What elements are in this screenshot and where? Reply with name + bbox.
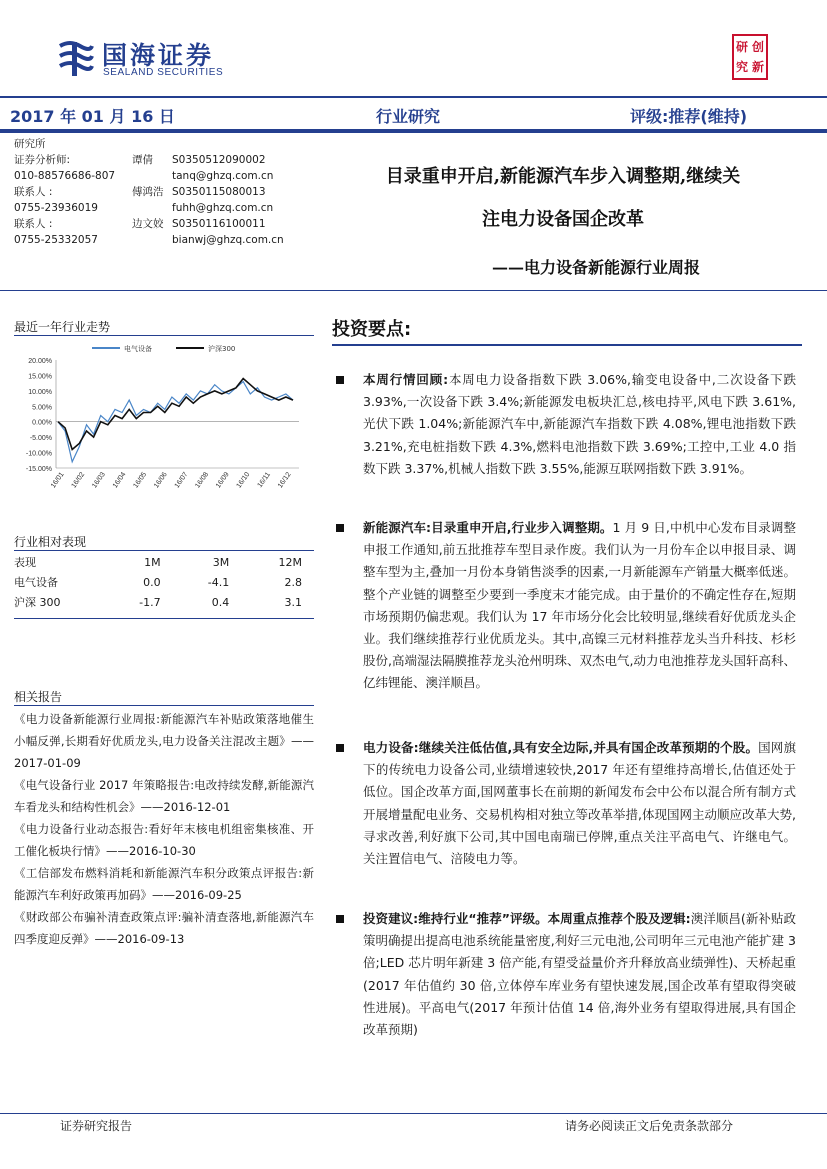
table-row	[14, 572, 314, 592]
bullet-square-icon	[336, 376, 344, 384]
analyst-row	[14, 200, 304, 216]
y-tick-label: -5.00%	[29, 435, 52, 443]
related-report-link[interactable]: 《财政部公布骗补清查政策点评:骗补清查落地,新能源汽车四季度迎反弹》——2016-09-13	[14, 910, 314, 946]
x-tick-label: 16/12	[276, 471, 293, 490]
analyst-c1: 联系人 :	[14, 186, 53, 198]
bullet-power-equipment	[336, 737, 796, 870]
table-cell: 3.1	[284, 595, 302, 609]
table-cell: 0.0	[143, 575, 161, 589]
footer-disclaimer: 请务必阅读正文后免责条款部分	[565, 1119, 734, 1133]
x-tick-label: 16/04	[111, 471, 128, 490]
report-subtitle: ——电力设备新能源行业周报	[491, 258, 700, 277]
bullet-lead: 本周行情回顾:	[363, 372, 449, 387]
sealand-logo-icon	[56, 38, 96, 78]
analyst-row	[14, 184, 304, 200]
analyst-c3: S0350512090002	[172, 154, 266, 166]
seal-char: 创	[751, 40, 764, 54]
analyst-c2: 傅鸿浩	[132, 186, 164, 198]
table-cell: 2.8	[284, 575, 302, 589]
relative-performance-table	[14, 552, 314, 612]
perf-section-rule	[14, 550, 314, 551]
table-header-cell: 12M	[278, 555, 302, 569]
analyst-c1: 联系人 :	[14, 218, 53, 230]
analyst-c3[interactable]: fuhh@ghzq.com.cn	[172, 202, 274, 214]
bullet-body: 1 月 9 日,中机中心发布目录调整申报工作通知,前五批推荐车型目录作废。我们认为一月份车企以申报目录、调整车型为主,叠加一月份本身销售淡季的因素,一月新能源车产销量大概率低迷。整个产业链的调整至少要到一季度末才能完成。由于量价的不确定性存在,短期市场预期仍偏悲观。我们认为 17 年市场分化会比较明显,继续看好优质龙头企业。我们继续推荐行业优质龙头。其中,高镍三元材料推荐龙头当升科技、杉杉股份,高端湿法隔膜推荐龙头沧州明珠、双杰电气,动力电池推荐龙头国轩高科、亿纬锂能、澳洋顺昌。	[363, 520, 796, 691]
related-report-link[interactable]: 《工信部发布燃料消耗和新能源汽车积分政策点评报告:新能源汽车利好政策再加码》——2016-09-25	[14, 866, 314, 902]
y-tick-label: 15.00%	[28, 373, 52, 381]
table-cell: -4.1	[207, 575, 230, 589]
analyst-row	[14, 168, 304, 184]
analyst-c2	[132, 136, 172, 152]
related-section-heading: 相关报告	[14, 690, 63, 704]
report-type: 行业研究	[376, 107, 441, 126]
industry-trend-chart	[14, 336, 314, 506]
perf-table-bottom-rule	[14, 618, 314, 619]
analyst-c1: 0755-25332057	[14, 234, 98, 246]
investment-highlights-heading: 投资要点:	[332, 319, 412, 340]
analyst-c1: 010-88576686-807	[14, 170, 116, 182]
analyst-c3[interactable]: tanq@ghzq.com.cn	[172, 170, 274, 182]
title-line-2: 注电力设备国企改革	[482, 209, 644, 230]
analyst-c3: S0350116100011	[172, 218, 266, 230]
research-seal-stamp	[732, 34, 768, 80]
header-divider	[0, 96, 827, 98]
related-reports-list	[14, 708, 314, 950]
bullet-lead: 电力设备:继续关注低估值,具有安全边际,并具有国企改革预期的个股。	[363, 740, 759, 755]
analyst-c3: S0350115080013	[172, 186, 266, 198]
legend-label: 电气设备	[124, 345, 152, 353]
analyst-c2	[132, 232, 172, 248]
legend-label: 沪深300	[208, 345, 236, 353]
footer-divider	[0, 1113, 827, 1114]
bullet-body: 国网旗下的传统电力设备公司,业绩增速较快,2017 年还有望维持高增长,估值还处于低位。国企改革方面,国网董事长在前期的新闻发布会中公布以混合所有制方式开展增量配电业务、交易机构相对独立等改革举措,体现国网主动顺应改革大势,寻求改善,利好旗下公司,其中国电南瑞已停牌,重点关注平高电气、许继电气。关注置信电气、涪陵电力等。	[363, 740, 796, 867]
bullet-lead: 投资建议:维持行业“推荐”评级。本周重点推荐个股及逻辑:	[363, 911, 691, 926]
company-name-en: SEALAND SECURITIES	[103, 67, 224, 78]
related-section-rule	[14, 705, 314, 706]
x-tick-label: 16/01	[49, 471, 66, 490]
analyst-row	[14, 152, 304, 168]
x-tick-label: 16/02	[70, 471, 87, 490]
table-cell: -1.7	[139, 595, 161, 609]
analyst-row	[14, 216, 304, 232]
report-rating: 评级:推荐(维持)	[630, 107, 748, 126]
table-row	[14, 592, 314, 612]
table-header-cell: 3M	[212, 555, 230, 569]
seal-char: 研	[735, 40, 748, 54]
trend-section-heading: 最近一年行业走势	[14, 320, 111, 334]
x-tick-label: 16/11	[256, 471, 273, 490]
x-tick-label: 16/03	[91, 471, 107, 490]
y-tick-label: 20.00%	[28, 358, 52, 365]
analyst-c2	[132, 200, 172, 216]
analyst-c2: 边文姣	[132, 218, 164, 230]
table-header-cell: 1M	[144, 555, 161, 569]
company-name-cn: 国海证券	[102, 41, 215, 70]
x-tick-label: 16/07	[173, 471, 190, 490]
header-bar	[0, 129, 827, 133]
bullet-square-icon	[336, 915, 344, 923]
bullet-square-icon	[336, 744, 344, 752]
bullet-lead: 新能源汽车:目录重申开启,行业步入调整期。	[363, 520, 613, 535]
y-tick-label: 0.00%	[32, 419, 52, 427]
table-cell: 电气设备	[14, 576, 58, 589]
footer-left-text: 证券研究报告	[60, 1119, 133, 1133]
x-tick-label: 16/10	[235, 471, 252, 490]
x-tick-label: 16/06	[153, 471, 169, 490]
analyst-c1: 研究所	[14, 138, 46, 150]
report-title	[318, 155, 808, 241]
analyst-c2	[132, 168, 172, 184]
y-tick-label: -10.00%	[25, 450, 52, 458]
analyst-c1: 证券分析师:	[14, 154, 71, 166]
y-tick-label: 5.00%	[32, 404, 52, 412]
bullet-square-icon	[336, 524, 344, 532]
related-report-link[interactable]: 《电气设备行业 2017 年策略报告:电改持续发酵,新能源汽车看龙头和结构性机会》——2016-12-01	[14, 778, 314, 814]
seal-char: 新	[751, 60, 764, 74]
analyst-c1: 0755-23936019	[14, 202, 98, 214]
analyst-row	[14, 232, 304, 248]
perf-section-heading: 行业相对表现	[14, 535, 87, 549]
y-tick-label: -15.00%	[25, 466, 52, 473]
related-report-link[interactable]: 《电力设备新能源行业周报:新能源汽车补贴政策落地催生小幅反弹,长期看好优质龙头,电力设备关注混改主题》——2017-01-09	[14, 712, 314, 770]
x-tick-label: 16/08	[194, 471, 211, 490]
x-tick-label: 16/09	[214, 471, 231, 490]
report-date: 2017 年 01 月 16 日	[10, 107, 175, 126]
seal-char: 究	[735, 60, 748, 74]
analyst-c3[interactable]: bianwj@ghzq.com.cn	[172, 234, 284, 246]
bullet-market-review	[336, 369, 796, 480]
analyst-c2: 谭倩	[132, 154, 153, 166]
related-report-link[interactable]: 《电力设备行业动态报告:看好年末核电机组密集核准、开工催化板块行情》——2016-10-30	[14, 822, 314, 858]
bullet-body: 本周电力设备指数下跌 3.06%,输变电设备中,二次设备下跌 3.93%,一次设备下跌 3.4%;新能源发电板块汇总,核电持平,风电下跌 3.61%,光伏下跌 1.04%;新能源汽车中,新能源汽车指数下跌 4.08%,锂电池指数下跌 3.21%,充电桩指数下跌 4.3%,燃料电池指数下跌 3.69%;工控中,工业 4.0 指数下跌 3.37%,机械人指数下跌 3.55%,能源互联网指数下跌 3.91%。	[363, 372, 796, 476]
analyst-row	[14, 136, 304, 152]
table-header-row	[14, 552, 314, 572]
analyst-contacts	[14, 136, 304, 248]
bullet-body: 澳洋顺昌(新补贴政策明确提出提高电池系统能量密度,利好三元电池,公司明年三元电池产能扩建 3 倍;LED 芯片明年新建 3 倍产能,有望受益量价齐升释放高业绩弹性)、天桥起重(2017 年估值约 30 倍,立体停车库业务有望快速发展,国企改革有望取得突破性进展)。平高电气(2017 年预计估值 14 倍,海外业务有望取得进展,具有国企改革预期)	[363, 911, 796, 1038]
highlights-rule	[332, 344, 802, 346]
bullet-new-energy-vehicles	[336, 517, 796, 695]
table-header-cell: 表现	[14, 556, 36, 569]
table-cell: 0.4	[211, 595, 230, 609]
bullet-investment-advice	[336, 908, 796, 1041]
x-tick-label: 16/05	[132, 471, 149, 490]
title-divider	[0, 290, 827, 291]
title-line-1: 目录重申开启,新能源汽车步入调整期,继续关	[385, 166, 741, 187]
table-cell: 沪深 300	[14, 596, 61, 609]
y-tick-label: 10.00%	[28, 388, 52, 396]
